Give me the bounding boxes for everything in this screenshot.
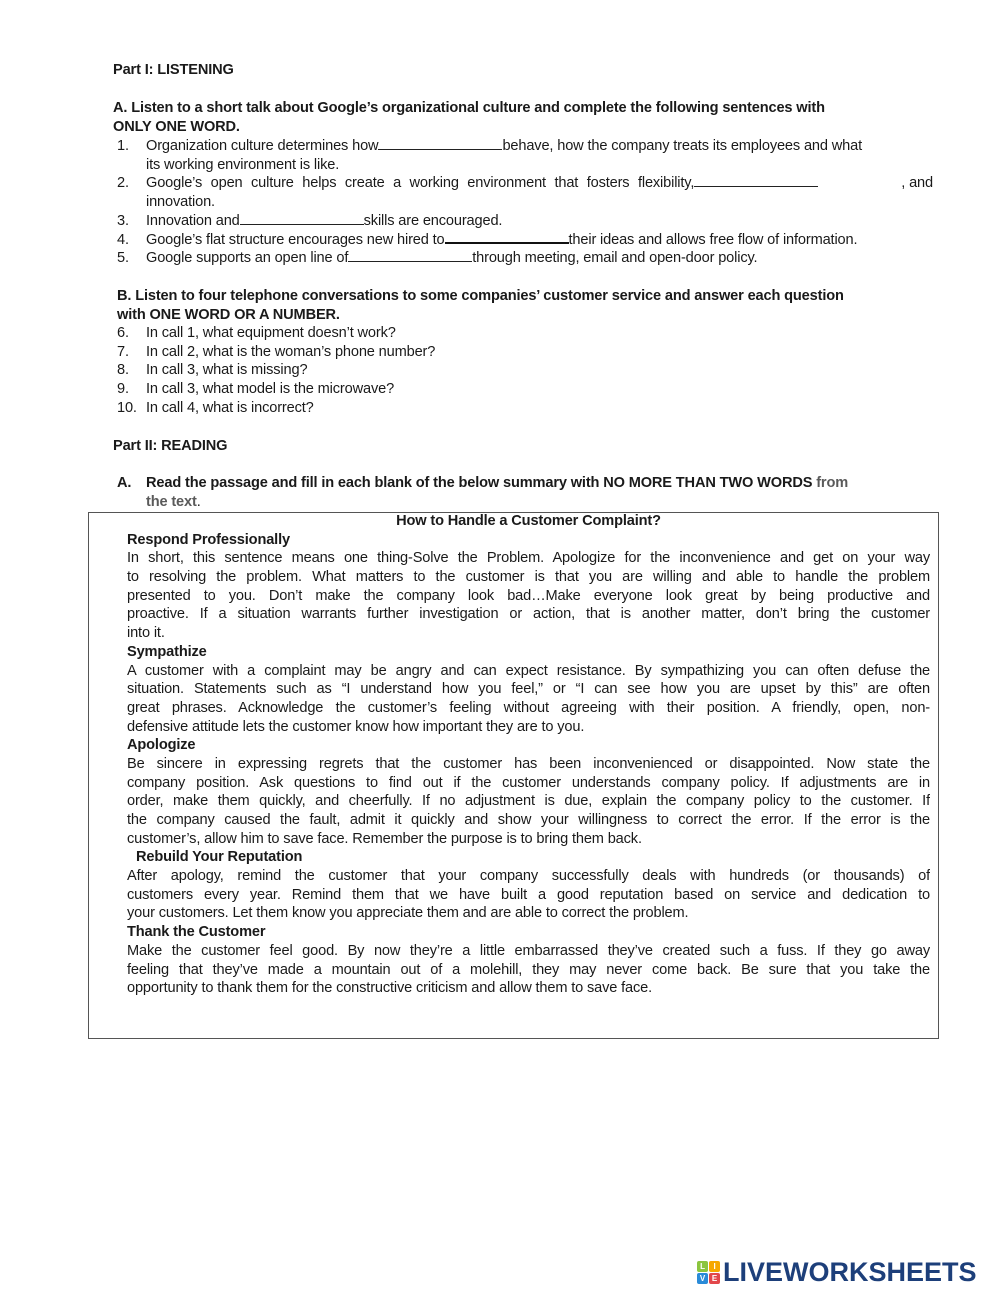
question-3: [117, 212, 938, 231]
item-number: 5.: [117, 250, 129, 267]
item-number: 9.: [117, 381, 129, 398]
answer-blank-5[interactable]: [348, 249, 472, 262]
passage-section-heading: Thank the Customer: [127, 924, 266, 941]
passage-line: customer’s, allow him to save face. Remember the purpose is to bring them back.: [127, 830, 642, 847]
item-text: skills are encouraged.: [363, 212, 503, 229]
question-6: [117, 324, 938, 343]
passage-line: presented to you. Don’t make the company look bad…Make everyone look great by being productive and: [127, 587, 930, 604]
passage-line: opportunity to thank them for the constructive criticism and allow them to save face.: [127, 980, 653, 997]
passage-section-heading: Apologize: [127, 737, 196, 754]
question-9: [117, 380, 938, 399]
answer-blank-1[interactable]: [378, 137, 502, 150]
part1-section-b-items: [117, 324, 938, 417]
logo-tile: V: [697, 1273, 708, 1284]
item-text: , and: [901, 175, 933, 192]
passage-line: situation. Statements such as “I understand how you feel,” or “I can see how you are upset by this” are often: [127, 681, 930, 698]
heading-line: A. Listen to a short talk about Google’s organizational culture and complete the following sentences with: [113, 100, 825, 116]
question-10: [117, 399, 938, 418]
question-7: [117, 343, 938, 362]
item-text: Google supports an open line of: [146, 250, 349, 267]
passage-line: defensive attitude lets the customer know how important they are to you.: [127, 718, 585, 735]
heading-line: with ONE WORD OR A NUMBER.: [117, 306, 340, 323]
passage-line: In short, this sentence means one thing-Solve the Problem. Apologize for the inconvenience and get on your way: [127, 550, 930, 567]
item-number: 8.: [117, 362, 129, 379]
item-text: Google’s open culture helps create a working environment that fosters flexibility,: [146, 175, 695, 192]
item-text: Google’s flat structure encourages new hired to: [146, 232, 445, 249]
part1-title: Part I: LISTENING: [113, 62, 234, 78]
item-number: 2.: [117, 175, 129, 192]
passage-line: After apology, remind the customer that your company successfully deals with hundreds (or thousands) of: [127, 868, 930, 885]
item-continuation: innovation.: [146, 194, 215, 211]
item-text: their ideas and allows free flow of information.: [568, 232, 858, 249]
heading-line: ONLY ONE WORD.: [113, 118, 240, 135]
part1-section-a-heading: [113, 99, 938, 136]
item-number: 10.: [117, 399, 137, 416]
item-number: 3.: [117, 212, 129, 229]
part1-section-b-heading: [117, 287, 938, 324]
item-text: Organization culture determines how: [146, 138, 379, 154]
question-4: [117, 230, 938, 249]
item-continuation: its working environment is like.: [146, 156, 340, 173]
item-number: 7.: [117, 343, 129, 360]
passage-section-heading: Rebuild Your Reputation: [136, 849, 303, 866]
passage-section-heading: Sympathize: [127, 643, 207, 660]
passage-line: Make the customer feel good. By now they’re a little embarrassed they’ve created such a fuss. If they go away: [127, 942, 930, 959]
item-text: Innovation and: [146, 212, 240, 229]
logo-tile: I: [709, 1261, 720, 1272]
answer-blank-4[interactable]: [445, 230, 569, 244]
item-text: behave, how the company treats its employees and what: [502, 138, 862, 154]
logo-tiles-icon: [697, 1261, 720, 1284]
passage-line: order, make them quickly, and cheerfully. If no adjustment is due, explain the company policy to the customer. If: [127, 793, 930, 810]
reading-passage: [127, 512, 930, 998]
question-2: [117, 174, 938, 193]
item-text: In call 4, what is incorrect?: [146, 399, 314, 416]
passage-line: into it.: [127, 625, 165, 642]
passage-line: customers every year. Remind them that we have built a good reputation based on service and dedication to: [127, 886, 930, 903]
passage-section-heading: Respond Professionally: [127, 531, 290, 548]
item-number: 1.: [117, 138, 129, 154]
item-text: In call 1, what equipment doesn’t work?: [146, 325, 396, 341]
item-text: In call 3, what model is the microwave?: [146, 381, 395, 398]
item-number: 6.: [117, 325, 129, 341]
part2-section-a-heading: [117, 474, 938, 511]
section-label: A.: [117, 475, 132, 491]
part1-section-a-items: [117, 137, 938, 268]
passage-line: the company caused the fault, admit it quickly and show your willingness to correct the error. If the error is the: [127, 812, 930, 828]
item-text: through meeting, email and open-door policy.: [472, 250, 758, 267]
answer-blank-2[interactable]: [694, 174, 818, 187]
question-5: [117, 249, 938, 268]
answer-blank-3[interactable]: [240, 212, 364, 225]
passage-line: A customer with a complaint may be angry and can expect resistance. By sympathizing you can often defuse the: [127, 662, 930, 679]
item-text: In call 2, what is the woman’s phone number?: [146, 343, 436, 360]
logo-text: LIVEWORKSHEETS: [723, 1257, 977, 1287]
passage-line: your customers. Let them know you appreciate them and are able to correct the problem.: [127, 905, 689, 922]
heading-text: from: [816, 475, 849, 491]
heading-text: .: [196, 493, 201, 510]
passage-line: company position. Ask questions to find out if the customer understands company policy. If adjustments are in: [127, 774, 930, 791]
passage-title: How to Handle a Customer Complaint?: [396, 513, 661, 529]
item-text: In call 3, what is missing?: [146, 362, 308, 379]
part2-title: Part II: READING: [113, 438, 228, 454]
passage-line: Be sincere in expressing regrets that the customer has been inconvenienced or disappointed. Now state the: [127, 755, 930, 772]
heading-text: the text: [146, 493, 197, 510]
passage-line: great phrases. Acknowledge the customer’s feeling without agreeing with their position. A friendly, open, non-: [127, 699, 930, 716]
question-8: [117, 361, 938, 380]
question-1: [117, 137, 938, 156]
heading-line: B. Listen to four telephone conversations to some companies’ customer service and answer each question: [117, 288, 844, 304]
passage-line: feeling that they’ve made a mountain out of a molehill, they may never come back. Be sure that you take the: [127, 961, 930, 978]
passage-line: to resolving the problem. What matters to the customer is that you are willing and able to handle the problem: [127, 569, 930, 586]
logo-tile: E: [709, 1273, 720, 1284]
liveworksheets-logo: [697, 1257, 977, 1288]
item-number: 4.: [117, 232, 129, 249]
logo-tile: L: [697, 1261, 708, 1272]
heading-text: Read the passage and fill in each blank of the below summary with NO MORE THAN TWO WORDS: [146, 475, 813, 491]
passage-line: proactive. If a situation warrants further investigation or action, that is another matter, don’t bring the customer: [127, 606, 930, 623]
